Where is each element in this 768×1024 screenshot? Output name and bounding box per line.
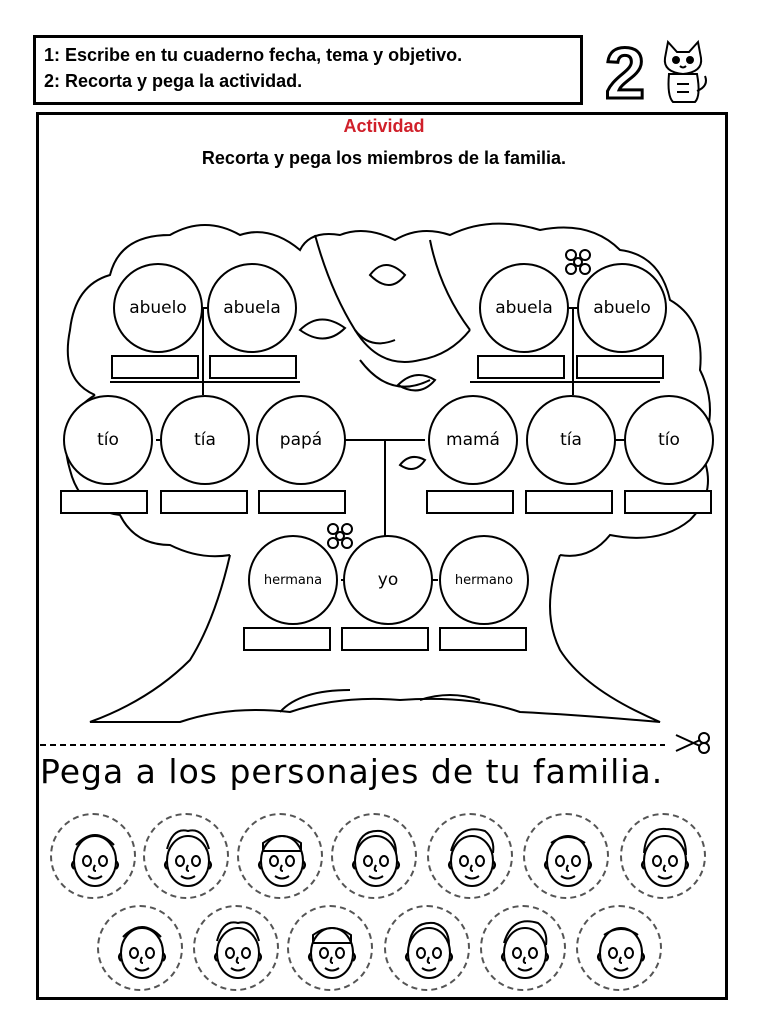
character-face-cutout [523,813,609,899]
face-icon [297,915,367,985]
tree-member-papa: papá [256,395,346,485]
tree-member-tia-right: tía [526,395,616,485]
character-face-cutout [427,813,513,899]
character-face-cutout [287,905,373,991]
tree-member-tio-right: tío [624,395,714,485]
paste-slot [243,627,331,651]
paste-instruction: Pega a los personajes de tu familia. [40,752,664,791]
scissors-icon [674,731,714,761]
tree-member-tia-left: tía [160,395,250,485]
character-face-cutout [331,813,417,899]
activity-subtitle: Recorta y pega los miembros de la familia. [201,148,567,168]
face-icon [341,823,411,893]
face-icon [394,915,464,985]
face-icon [533,823,603,893]
paste-slot [477,355,565,379]
tree-member-hermana: hermana [248,535,338,625]
tree-member-abuela-right: abuela [479,263,569,353]
tree-member-tio-left: tío [63,395,153,485]
paste-slot [426,490,514,514]
face-icon [630,823,700,893]
face-icon [60,823,130,893]
character-face-cutout [384,905,470,991]
tree-member-abuela-left: abuela [207,263,297,353]
paste-slot [111,355,199,379]
face-icon [153,823,223,893]
character-face-cutout [143,813,229,899]
paste-slot [439,627,527,651]
tree-member-mama: mamá [428,395,518,485]
character-face-cutout [193,905,279,991]
character-face-cutout [480,905,566,991]
paste-slot [624,490,712,514]
paste-slot [525,490,613,514]
instruction-line-2: 2: Recorta y pega la actividad. [44,71,303,91]
paste-slot [576,355,664,379]
face-icon [203,915,273,985]
tree-member-abuelo-right: abuelo [577,263,667,353]
paste-slot [60,490,148,514]
tree-member-yo: yo [343,535,433,625]
tree-member-hermano: hermano [439,535,529,625]
face-icon [490,915,560,985]
activity-title: Actividad [343,116,425,136]
tree-member-abuelo-left: abuelo [113,263,203,353]
paste-slot [160,490,248,514]
logo-number: 2 [605,36,646,106]
paste-slot [258,490,346,514]
character-face-cutout [50,813,136,899]
instruction-line-1: 1: Escribe en tu cuaderno fecha, tema y objetivo. [44,45,463,65]
character-face-cutout [237,813,323,899]
character-face-cutout [97,905,183,991]
face-icon [437,823,507,893]
face-icon [107,915,177,985]
face-icon [586,915,656,985]
character-face-cutout [576,905,662,991]
paste-slot [209,355,297,379]
character-face-cutout [620,813,706,899]
paste-slot [341,627,429,651]
face-icon [247,823,317,893]
